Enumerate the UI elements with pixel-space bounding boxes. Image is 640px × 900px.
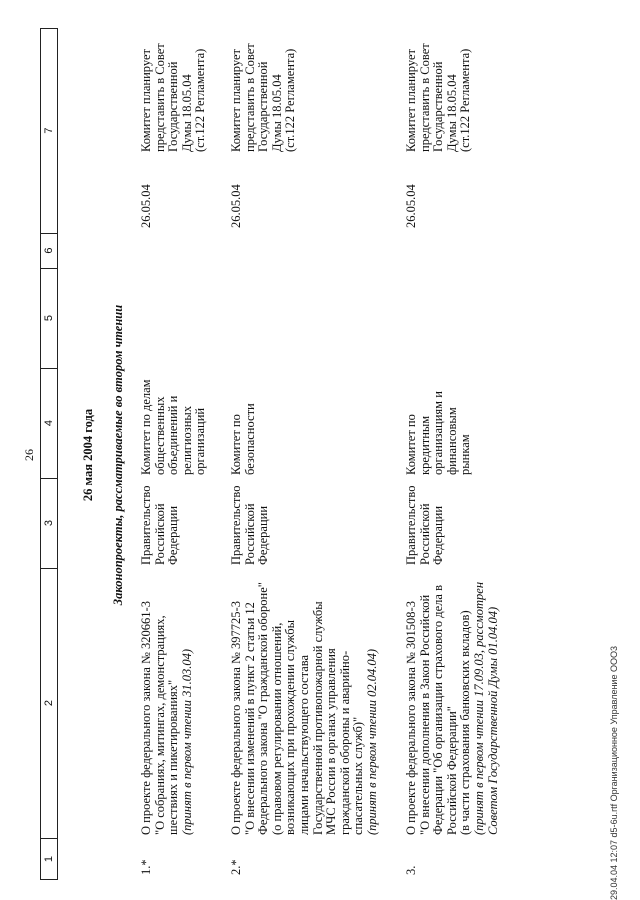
plan-line: Думы 18.05.04 bbox=[269, 74, 284, 152]
plan-line: Комитет планирует bbox=[139, 49, 153, 152]
committee-line: кредитным bbox=[417, 415, 432, 475]
row-committee bbox=[140, 379, 208, 475]
description-line: О проекте федерального закона № 397725-3 bbox=[229, 601, 243, 835]
plan-line: Комитет планирует bbox=[229, 49, 243, 152]
column-header-6: 6 bbox=[41, 233, 57, 269]
description-line: шествиях и пикетированиях" bbox=[166, 679, 181, 835]
row-committee bbox=[230, 403, 257, 475]
rotated-sheet bbox=[22, 20, 619, 900]
committee-line: религиозных bbox=[179, 405, 194, 475]
column-header-2: 2 bbox=[41, 568, 57, 839]
plan-line: представить в Совет bbox=[152, 43, 167, 152]
row-number: 3. bbox=[404, 865, 418, 875]
footer-note: 29.04.04 12:07 d5-6u.rtf Организационное Управление ООО3 bbox=[609, 646, 619, 900]
author-line: Федерации bbox=[166, 505, 181, 565]
plan-line: (ст.122 Регламента) bbox=[193, 48, 208, 152]
column-header-5: 5 bbox=[41, 268, 57, 369]
row-description bbox=[230, 582, 380, 835]
column-header-1: 1 bbox=[43, 855, 55, 863]
plan-line: Государственной bbox=[431, 61, 446, 152]
column-header-3: 3 bbox=[41, 478, 57, 569]
section-heading: Законопроекты, рассматриваемые во втором чтении bbox=[111, 304, 125, 606]
row-date: 26.05.04 bbox=[139, 184, 153, 228]
author-line: Федерации bbox=[256, 505, 271, 565]
description-line: Государственной противопожарной службы bbox=[310, 601, 325, 835]
committee-line: финансовым bbox=[444, 407, 459, 475]
author-line: Российской bbox=[152, 503, 167, 565]
row-description bbox=[140, 601, 194, 835]
description-line: Федерации "Об организации страхового дела в bbox=[431, 585, 446, 835]
committee-line: общественных bbox=[152, 396, 167, 475]
page-number: 26 bbox=[22, 449, 36, 461]
committee-line: Комитет по делам bbox=[139, 379, 153, 475]
description-line: лицами начальствующего состава bbox=[296, 654, 311, 835]
row-author bbox=[230, 486, 271, 565]
plan-line: Думы 18.05.04 bbox=[179, 74, 194, 152]
description-line: МЧС России в органах управления bbox=[324, 648, 339, 835]
plan-line: Комитет планирует bbox=[404, 49, 418, 152]
row-committee bbox=[405, 391, 473, 475]
plan-line: представить в Совет bbox=[417, 43, 432, 152]
reading-note: (принят в первом чтении 31.03.04) bbox=[179, 648, 194, 835]
description-line: "О внесении дополнения в Закон Российской bbox=[417, 594, 432, 835]
plan-line: (ст.122 Регламента) bbox=[458, 48, 473, 152]
reading-note: (принят в первом чтении 17.09.03, рассмотрен bbox=[471, 581, 486, 835]
committee-line: организациям и bbox=[431, 391, 446, 475]
plan-line: (ст.122 Регламента) bbox=[283, 48, 298, 152]
author-line: Российской bbox=[242, 503, 257, 565]
column-header-4: 4 bbox=[41, 368, 57, 479]
description-line: (в части страхования банковских вкладов) bbox=[458, 610, 473, 835]
row-number: 2.* bbox=[229, 859, 243, 875]
author-line: Федерации bbox=[431, 505, 446, 565]
author-line: Правительство bbox=[139, 485, 153, 565]
committee-line: безопасности bbox=[242, 403, 257, 475]
row-date: 26.05.04 bbox=[229, 184, 243, 228]
description-line: (о правовом регулировании отношений, bbox=[269, 622, 284, 835]
plan-line: Государственной bbox=[256, 61, 271, 152]
committee-line: Комитет по bbox=[229, 414, 243, 475]
reading-note: Советом Государственной Думы 01.04.04) bbox=[485, 606, 500, 835]
row-date: 26.05.04 bbox=[404, 184, 418, 228]
description-line: "О собраниях, митингах, демонстрациях, bbox=[152, 615, 167, 835]
description-line: гражданской обороны и аварийно- bbox=[337, 650, 352, 835]
committee-line: рынкам bbox=[458, 434, 473, 475]
description-line: О проекте федерального закона № 301508-3 bbox=[404, 601, 418, 835]
author-line: Правительство bbox=[229, 485, 243, 565]
plan-line: представить в Совет bbox=[242, 43, 257, 152]
date-heading: 26 мая 2004 года bbox=[81, 408, 95, 502]
column-header-7: 7 bbox=[41, 28, 57, 234]
description-line: Российской Федерации" bbox=[444, 706, 459, 835]
row-plan bbox=[140, 43, 208, 152]
row-author bbox=[405, 486, 446, 565]
description-line: "О внесении изменений в пункт 2 статьи 12 bbox=[242, 602, 257, 835]
description-line: О проекте федерального закона № 320661-3 bbox=[139, 601, 153, 835]
committee-line: объединений и bbox=[166, 395, 181, 475]
description-line: спасательных служб)" bbox=[351, 716, 366, 835]
column-header-row bbox=[40, 28, 58, 880]
row-author bbox=[140, 486, 181, 565]
row-number: 1.* bbox=[139, 859, 153, 875]
committee-line: Комитет по bbox=[404, 414, 418, 475]
description-line: возникающих при прохождении службы bbox=[283, 619, 298, 835]
row-plan bbox=[405, 43, 473, 152]
row-plan bbox=[230, 43, 298, 152]
plan-line: Государственной bbox=[166, 61, 181, 152]
plan-line: Думы 18.05.04 bbox=[444, 74, 459, 152]
author-line: Российской bbox=[417, 503, 432, 565]
author-line: Правительство bbox=[404, 485, 418, 565]
description-line: Федерального закона "О гражданской обороне" bbox=[256, 582, 271, 835]
reading-note: (принят в первом чтении 02.04.04) bbox=[364, 648, 379, 835]
row-description bbox=[405, 582, 500, 835]
committee-line: организаций bbox=[193, 407, 208, 475]
